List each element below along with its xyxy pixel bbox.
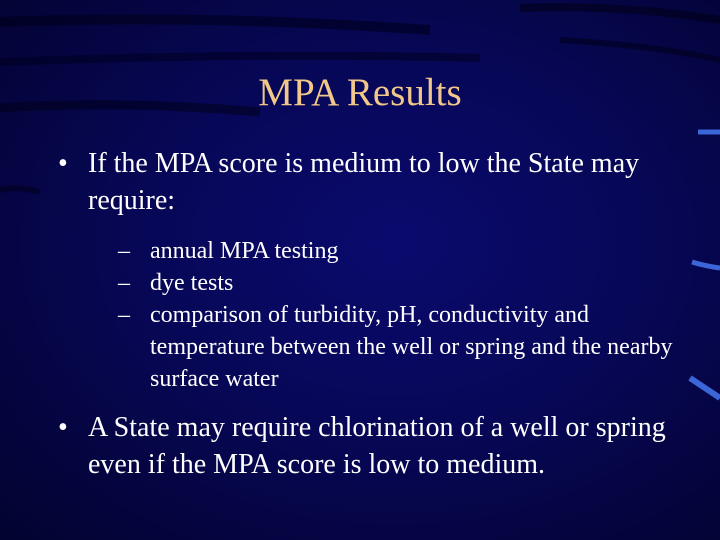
sub-text: annual MPA testing [150,238,339,264]
bullet-marker: • [58,148,68,179]
sub-marker: – [118,302,130,328]
sub-item [88,299,698,395]
slide-title: MPA Results [258,71,462,114]
sub-marker: – [118,238,130,264]
bullet-text: If the MPA score is medium to low the State may require: [88,148,640,216]
slide-body [58,145,698,483]
sub-marker: – [118,270,130,296]
sub-item [88,267,698,299]
sub-text: dye tests [150,270,234,296]
sub-text: comparison of turbidity, pH, conductivity and temperature between the well or spring and the nearby surface water [150,302,673,392]
sub-list [88,235,698,395]
bullet-marker: • [58,412,68,443]
bullet-item [58,409,698,483]
bullet-item [58,145,698,395]
sub-item [88,235,698,267]
bullet-text: A State may require chlorination of a well or spring even if the MPA score is low to medium. [88,412,666,480]
